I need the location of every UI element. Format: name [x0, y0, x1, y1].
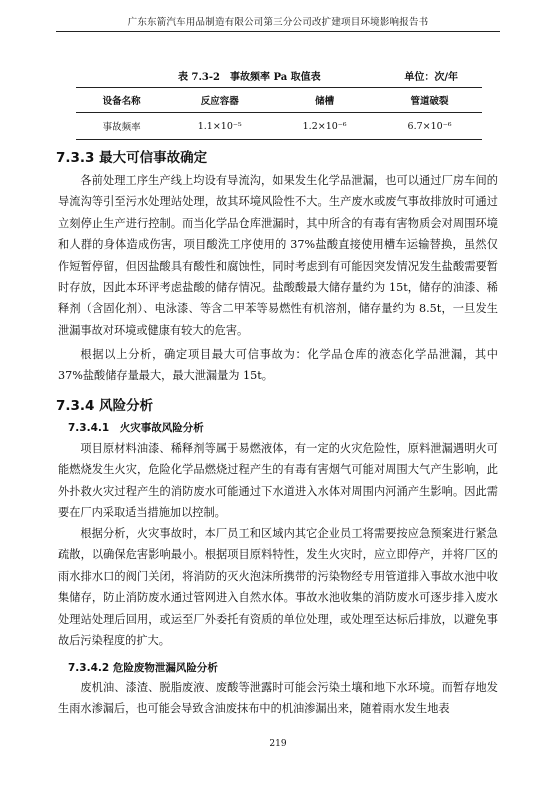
- cell-label: 事故频率: [102, 122, 141, 133]
- cell-tank: 1.2×10⁻⁶: [302, 120, 347, 132]
- col-header-equipment: 设备名称: [76, 88, 167, 113]
- cell-reactor: 1.1×10⁻⁵: [197, 120, 242, 132]
- table-row: [76, 113, 482, 140]
- subsection-heading-fire: 7.3.4.1 火灾事故风险分析: [68, 422, 204, 434]
- paragraph: 各前处理工序生产线上均设有导流沟，如果发生化学品泄漏，也可以通过厂房车间的导流沟等引至污水处理站处理，故其环境风险性不大。生产废水或废气事故排放时可通过立刻停止生产进行控制。而当化学品仓库泄漏时，其中所含的有毒有害物质会对周围环境和人群的身体造成伤害，项目酸洗工序使用的 37%盐酸直接使用槽车运输替换，虽然仅作短暂停留，但因盐酸具有酸性和腐蚀性，同时考虑到有可能因突发情况发生盐酸需要暂时存放，因此本环评考虑盐酸的储存情况。盐酸酸最大储存量约为 15t，储存的油漆、稀释剂（含固化剂）、电泳漆、等含二甲苯等易燃性有机溶剂，储存量约为 8.5t，一旦发生泄漏事故对环境或健康有较大的危害。: [58, 174, 498, 337]
- col-header-tank: 储槽: [272, 88, 377, 113]
- accident-frequency-table: [76, 87, 482, 140]
- page-number: 219: [269, 739, 287, 749]
- section-heading-7-3-4: 7.3.4 风险分析: [56, 398, 154, 414]
- table-unit: 单位：次/年: [404, 72, 458, 83]
- col-header-reactor: 反应容器: [167, 88, 272, 113]
- paragraph: 根据以上分析，确定项目最大可信事故为：化学品仓库的液态化学品泄漏，其中 37%盐酸储存量最大，最大泄漏量为 15t。: [58, 348, 498, 383]
- cell-pipe: 6.7×10⁻⁶: [407, 120, 452, 132]
- section-heading-7-3-3: 7.3.3 最大可信事故确定: [56, 150, 208, 166]
- col-header-pipe: 管道破裂: [377, 88, 482, 113]
- table-caption: 表 7.3-2 事故频率 Pa 取值表: [178, 72, 321, 83]
- table-header-row: [76, 88, 482, 113]
- subsection-heading-hazardous-waste: 7.3.4.2 危险废物泄漏风险分析: [68, 662, 218, 674]
- paragraph: 根据分析，火灾事故时，本厂员工和区域内其它企业员工将需要按应急预案进行紧急疏散，以确保危害影响最小。根据项目原料特性，发生火灾时，应立即停产，并将厂区的雨水排水口的阀门关闭，将消防的灭火泡沫所携带的污染物经专用管道排入事故水池中收集储存，防止消防废水通过管网进入自然水体。事故水池收集的消防废水可逐步排入废水处理站处理后回用，或运至厂外委托有资质的单位处理，或处理至达标后排放，以避免事故后污染程度的扩大。: [58, 527, 498, 648]
- paragraph: 废机油、漆渣、脱脂废液、废酸等泄露时可能会污染土壤和地下水环境。而暂存地发生雨水渗漏后，也可能会导致含油废抹布中的机油渗漏出来，随着雨水发生地表: [58, 681, 498, 716]
- running-header: 广东东箭汽车用品制造有限公司第三分公司改扩建项目环境影响报告书: [56, 14, 500, 32]
- paragraph: 项目原材料油漆、稀释剂等属于易燃液体，有一定的火灾危险性，原料泄漏遇明火可能燃烧发生火灾，危险化学品燃烧过程产生的有毒有害烟气可能对周围大气产生影响，此外扑救火灾过程产生的消防废水可能通过下水道进入水体对周围内河涌产生影响。因此需要在厂内采取适当措施加以控制。: [58, 442, 498, 520]
- table-caption-row: [68, 68, 488, 82]
